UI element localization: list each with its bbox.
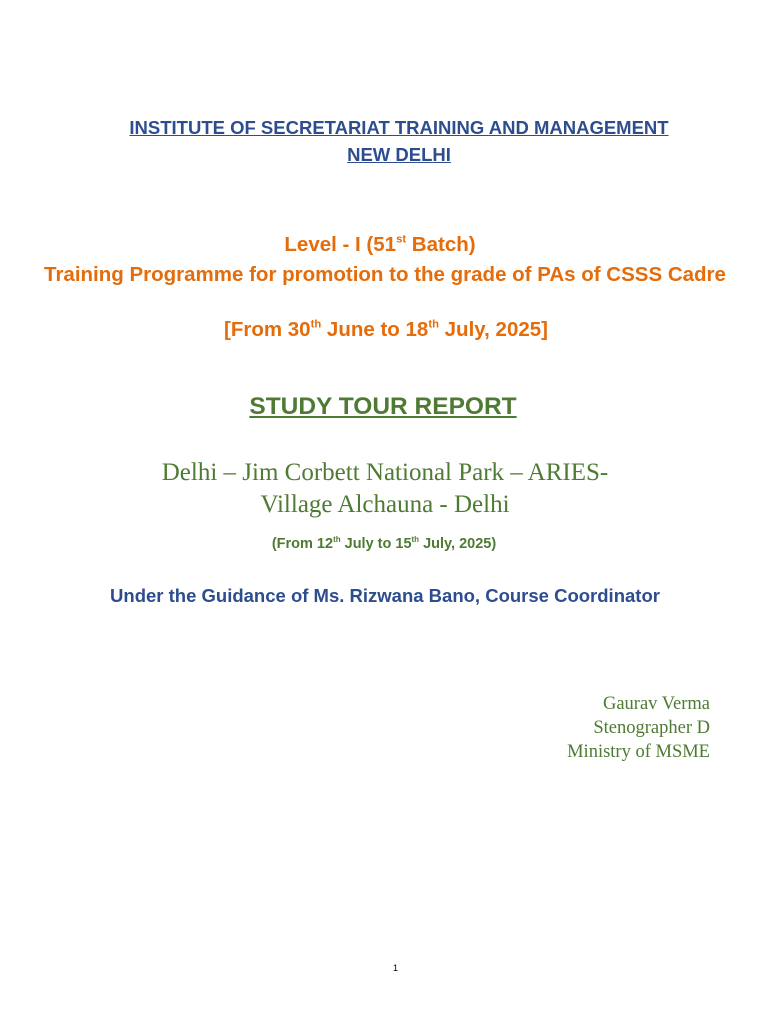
- tour-dates-mid: July to 15: [340, 536, 412, 552]
- page-number: 1: [393, 963, 399, 973]
- report-title: STUDY TOUR REPORT: [249, 393, 517, 420]
- programme-title: Training Programme for promotion to the grade of PAs of CSSS Cadre: [44, 263, 726, 286]
- level-prefix: Level - I (51: [284, 233, 397, 256]
- author-name: Gaurav Verma: [602, 694, 710, 714]
- author-signature-block: [567, 692, 710, 764]
- author-designation: Stenographer D: [593, 718, 710, 738]
- institute-city: NEW DELHI: [347, 144, 451, 165]
- programme-dates: [0, 316, 768, 344]
- programme-dates-mid: June to 18: [321, 318, 429, 341]
- institute-name: INSTITUTE OF SECRETARIAT TRAINING AND MANAGEMENT: [129, 117, 669, 138]
- programme-dates-end: July, 2025]: [438, 318, 548, 341]
- tour-route-line-2: Village Alchauna - Delhi: [260, 491, 510, 518]
- guidance-line: Under the Guidance of Ms. Rizwana Bano, Course Coordinator: [110, 585, 660, 606]
- programme-dates-end-ordinal: th: [428, 318, 439, 331]
- level-ordinal: st: [396, 233, 407, 246]
- tour-route: [110, 457, 660, 521]
- tour-dates-start-ordinal: th: [333, 535, 341, 545]
- programme-dates-start-ordinal: th: [310, 318, 322, 331]
- tour-dates: [0, 534, 768, 554]
- level-heading: [0, 231, 760, 259]
- institute-heading: [0, 114, 768, 168]
- tour-route-line-1: Delhi – Jim Corbett National Park – ARIES-: [161, 459, 609, 486]
- programme-dates-start: [From 30: [224, 318, 311, 341]
- author-ministry: Ministry of MSME: [567, 742, 710, 762]
- level-suffix: Batch): [406, 233, 476, 256]
- tour-dates-start: (From 12: [271, 536, 334, 552]
- tour-dates-end: July, 2025): [419, 536, 497, 552]
- tour-dates-end-ordinal: th: [411, 535, 420, 545]
